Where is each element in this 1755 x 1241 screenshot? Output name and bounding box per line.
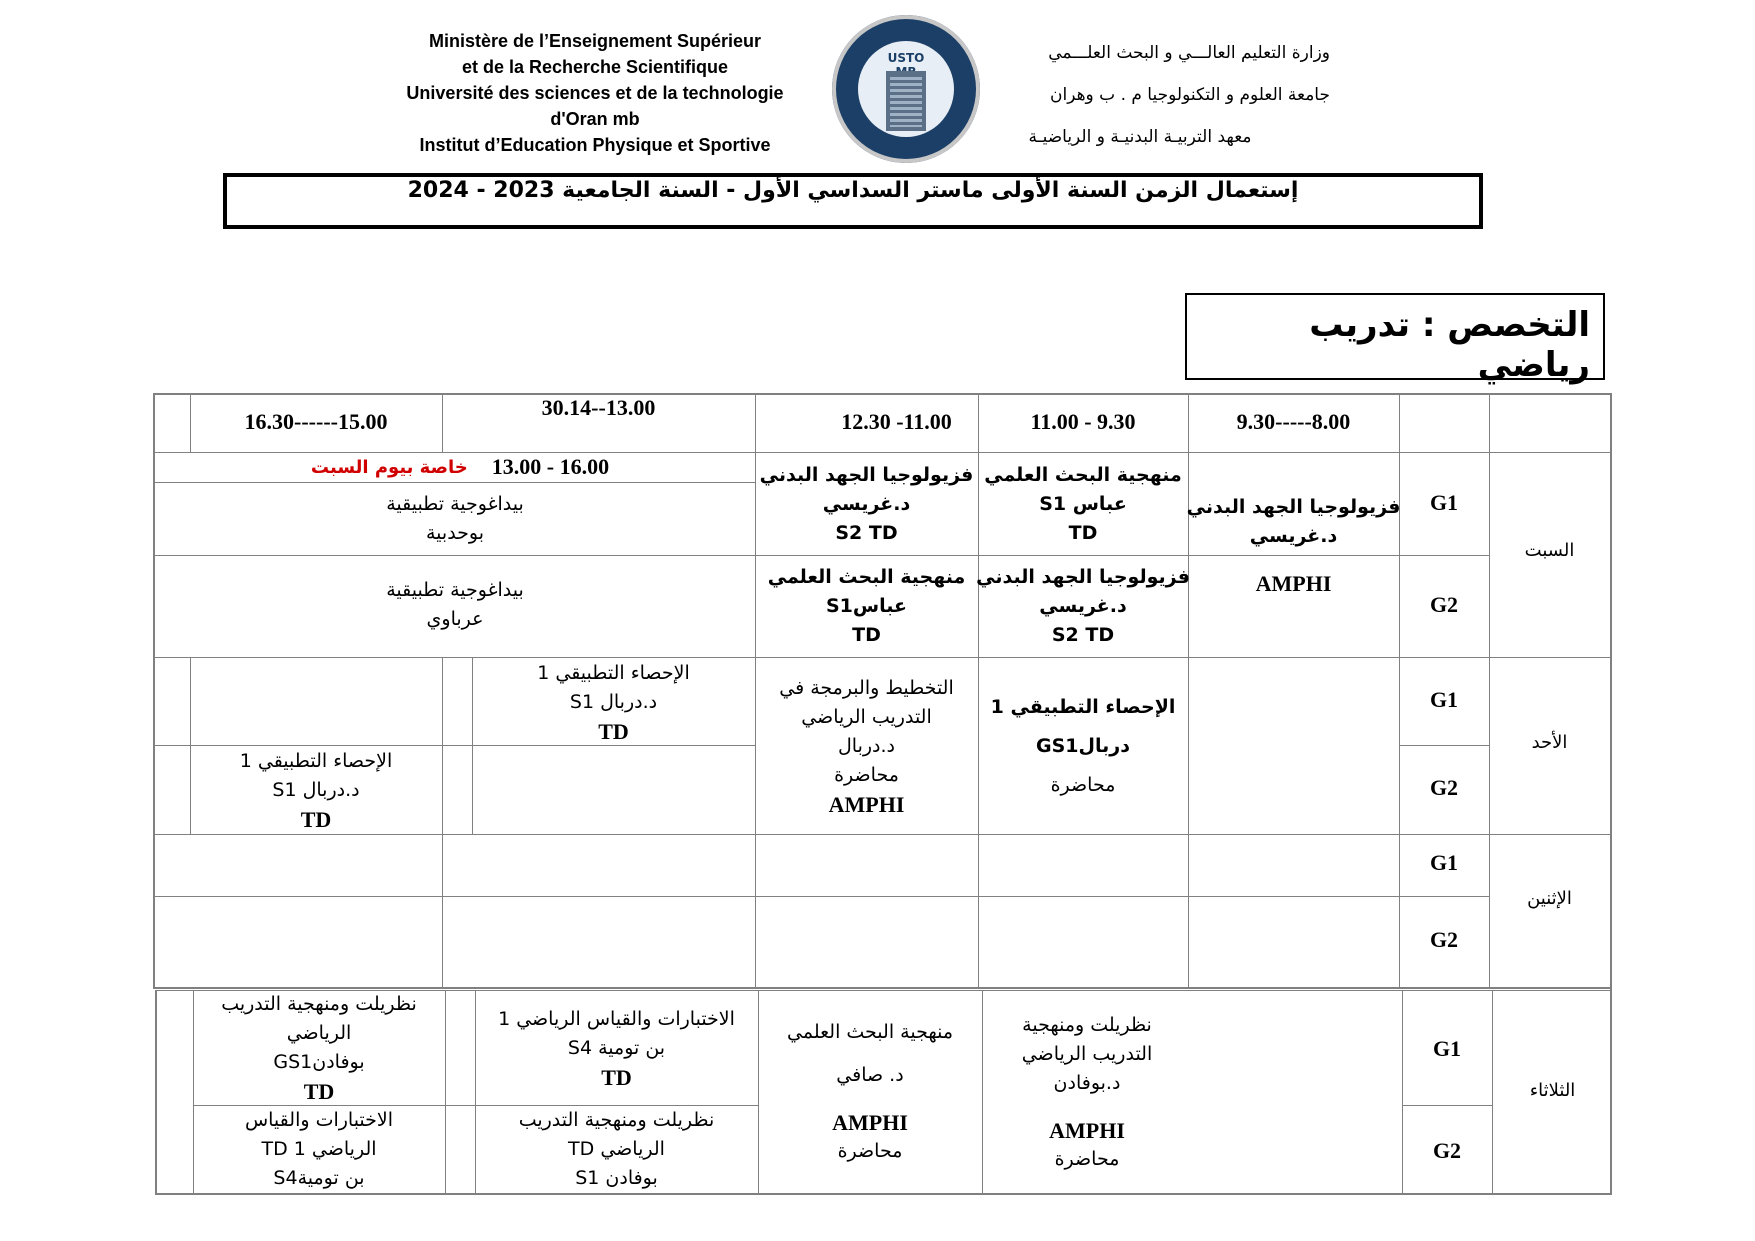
header-fr-line: Ministère de l’Enseignement Supérieur bbox=[428, 31, 762, 51]
course-name: الاختبارات والقياس الرياضي 1 bbox=[498, 1007, 735, 1030]
room: S2 TD bbox=[835, 521, 898, 544]
header-ar-line: جامعة العلوم و التكنولوجيا م . ب وهران bbox=[1050, 85, 1330, 105]
sat-g1-t2-cell bbox=[978, 455, 1188, 553]
header-fr-line: d'Oran mb bbox=[550, 109, 640, 129]
teacher: د.بوفادن bbox=[1053, 1071, 1121, 1094]
room: TD bbox=[598, 718, 629, 744]
session-type: محاضرة bbox=[834, 763, 899, 786]
teacher: د.غريسي bbox=[822, 492, 911, 515]
course-name: الرياضي bbox=[286, 1022, 352, 1044]
group-label: G1 bbox=[1429, 687, 1459, 712]
header-arabic bbox=[990, 38, 1330, 152]
session-type: محاضرة bbox=[1050, 773, 1116, 796]
room: AMPHI bbox=[832, 1110, 908, 1135]
course-name: الرياضي TD bbox=[568, 1137, 665, 1160]
group-label: G1 bbox=[1432, 1036, 1462, 1061]
header-ar-line: وزارة التعليم العالـــي و البحث العلـــمي bbox=[1048, 43, 1330, 63]
room: TD bbox=[303, 1079, 335, 1104]
group-label: G1 bbox=[1429, 490, 1459, 515]
sat-g2-t2-cell bbox=[978, 557, 1188, 655]
session-type: محاضرة bbox=[837, 1140, 903, 1162]
group-label: G2 bbox=[1432, 1138, 1462, 1163]
room: AMPHI bbox=[1049, 1117, 1125, 1143]
header-french bbox=[385, 28, 805, 158]
group-label: G1 bbox=[1429, 850, 1459, 875]
sun-g2-t5-cell bbox=[190, 747, 442, 833]
day-saturday: السبت bbox=[1524, 540, 1575, 561]
special-time: 16.00 - 13.00 bbox=[491, 454, 610, 479]
room: TD bbox=[300, 806, 332, 832]
teacher: د.غريسي bbox=[1039, 594, 1127, 617]
course-name: منهجية البحث العلمي bbox=[787, 1021, 953, 1043]
sat-g1-t3-cell bbox=[755, 455, 978, 553]
course-name: فزيولوجيا الجهد البدني bbox=[759, 463, 974, 486]
course-name: الإحصاء التطبيقي 1 bbox=[239, 749, 393, 772]
sun-g1-t4-cell bbox=[472, 659, 755, 745]
time-slot-1: 9.30-----8.00 bbox=[1236, 409, 1351, 434]
group-label: G2 bbox=[1429, 927, 1459, 952]
room: AMPHI bbox=[1255, 570, 1332, 596]
teacher: بوحدبية bbox=[425, 522, 485, 544]
sat-g2-t3-cell bbox=[755, 557, 978, 655]
sat-g1-afternoon-cell bbox=[155, 484, 755, 554]
course-name: التدريب الرياضي bbox=[801, 705, 932, 728]
header-ar-line: معهد التربيـة البدنيـة و الرياضيـة bbox=[1028, 127, 1252, 147]
course-name: الاختبارات والقياس bbox=[244, 1108, 394, 1131]
tue-g2-t5-cell bbox=[193, 1106, 445, 1192]
course-name: التدريب الرياضي bbox=[1021, 1042, 1153, 1065]
day-tuesday: الثلاثاء bbox=[1529, 1080, 1576, 1101]
header-fr-line: et de la Recherche Scientifique bbox=[461, 57, 729, 77]
course-name: الرياضي 1 TD bbox=[261, 1137, 377, 1160]
sun-t2-cell bbox=[978, 660, 1188, 832]
logo-text: USTO bbox=[887, 51, 925, 65]
header-fr-line: Université des sciences et de la technologie bbox=[406, 83, 784, 103]
teacher: بن تومية S4 bbox=[567, 1036, 666, 1059]
special-note: خاصة بيوم السبت bbox=[310, 456, 468, 478]
room: TD bbox=[852, 623, 881, 646]
teacher: د.غريسي bbox=[1249, 524, 1338, 547]
teacher: عرباوي bbox=[426, 608, 484, 630]
tue-t2-cell bbox=[982, 992, 1192, 1192]
teacher: د.دربال bbox=[837, 734, 896, 757]
course-name: نظريلت ومنهجية bbox=[1022, 1013, 1152, 1036]
day-monday: الإثنين bbox=[1527, 888, 1572, 909]
course-name: فزيولوجيا الجهد البدني bbox=[1186, 495, 1401, 518]
course-name: نظريلت ومنهجية التدريب bbox=[518, 1108, 715, 1131]
header-fr-line: Institut d’Education Physique et Sportive bbox=[419, 135, 771, 155]
specialty-title: التخصص : تدريب رياضي bbox=[1309, 305, 1590, 385]
teacher: دربالGS1 bbox=[1036, 734, 1130, 757]
course-name: التخطيط والبرمجة في bbox=[779, 676, 954, 699]
sat-special-row bbox=[270, 452, 650, 482]
group-label: G2 bbox=[1429, 775, 1459, 800]
room: AMPHI bbox=[828, 791, 905, 817]
page-title: إستعمال الزمن السنة الأولى ماستر السداسي الأول - السنة الجامعية 2023 - 2024 bbox=[407, 178, 1299, 203]
course-name: نظريلت ومنهجية التدريب bbox=[221, 993, 417, 1015]
session-type: محاضرة bbox=[1054, 1147, 1120, 1170]
course-name: منهجية البحث العلمي bbox=[767, 565, 966, 588]
tue-g1-t5-cell bbox=[193, 992, 445, 1104]
sat-t1-cell bbox=[1188, 470, 1399, 620]
day-sunday: الأحد bbox=[1531, 732, 1568, 753]
course-name: الإحصاء التطبيقي 1 bbox=[990, 695, 1176, 718]
course-name: بيداغوجية تطبيقية bbox=[386, 579, 524, 601]
time-slot-5: 16.30------15.00 bbox=[244, 409, 388, 434]
teacher: عباسS1 bbox=[826, 594, 907, 617]
tue-g2-t4-cell bbox=[475, 1106, 758, 1192]
teacher: د.دربال S1 bbox=[569, 690, 658, 713]
group-label: G2 bbox=[1429, 592, 1459, 617]
time-slot-4: 30.14--13.00 bbox=[541, 395, 656, 420]
teacher: بوفادنGS1 bbox=[273, 1051, 365, 1073]
tue-t3-cell bbox=[758, 992, 982, 1192]
teacher: د. صافي bbox=[836, 1064, 904, 1086]
teacher: بن توميةS4 bbox=[273, 1166, 365, 1189]
course-name: منهجية البحث العلمي bbox=[984, 463, 1182, 486]
tue-g1-t4-cell bbox=[475, 992, 758, 1104]
teacher: عباس S1 bbox=[1039, 492, 1127, 515]
course-name: فزيولوجيا الجهد البدني bbox=[976, 565, 1190, 588]
time-slot-3: 12.30 -11.00 bbox=[841, 409, 952, 434]
course-name: بيداغوجية تطبيقية bbox=[386, 493, 524, 515]
course-name: الإحصاء التطبيقي 1 bbox=[537, 661, 690, 684]
room: TD bbox=[1068, 521, 1098, 544]
room: S2 TD bbox=[1051, 623, 1115, 646]
teacher: د.دربال S1 bbox=[272, 778, 360, 801]
sun-t3-cell bbox=[755, 660, 978, 832]
teacher: بوفادن S1 bbox=[575, 1166, 658, 1189]
university-logo bbox=[832, 15, 980, 163]
sat-g2-afternoon-cell bbox=[155, 570, 755, 640]
time-slot-2: 11.00 - 9.30 bbox=[1030, 409, 1136, 434]
room: TD bbox=[601, 1064, 632, 1090]
